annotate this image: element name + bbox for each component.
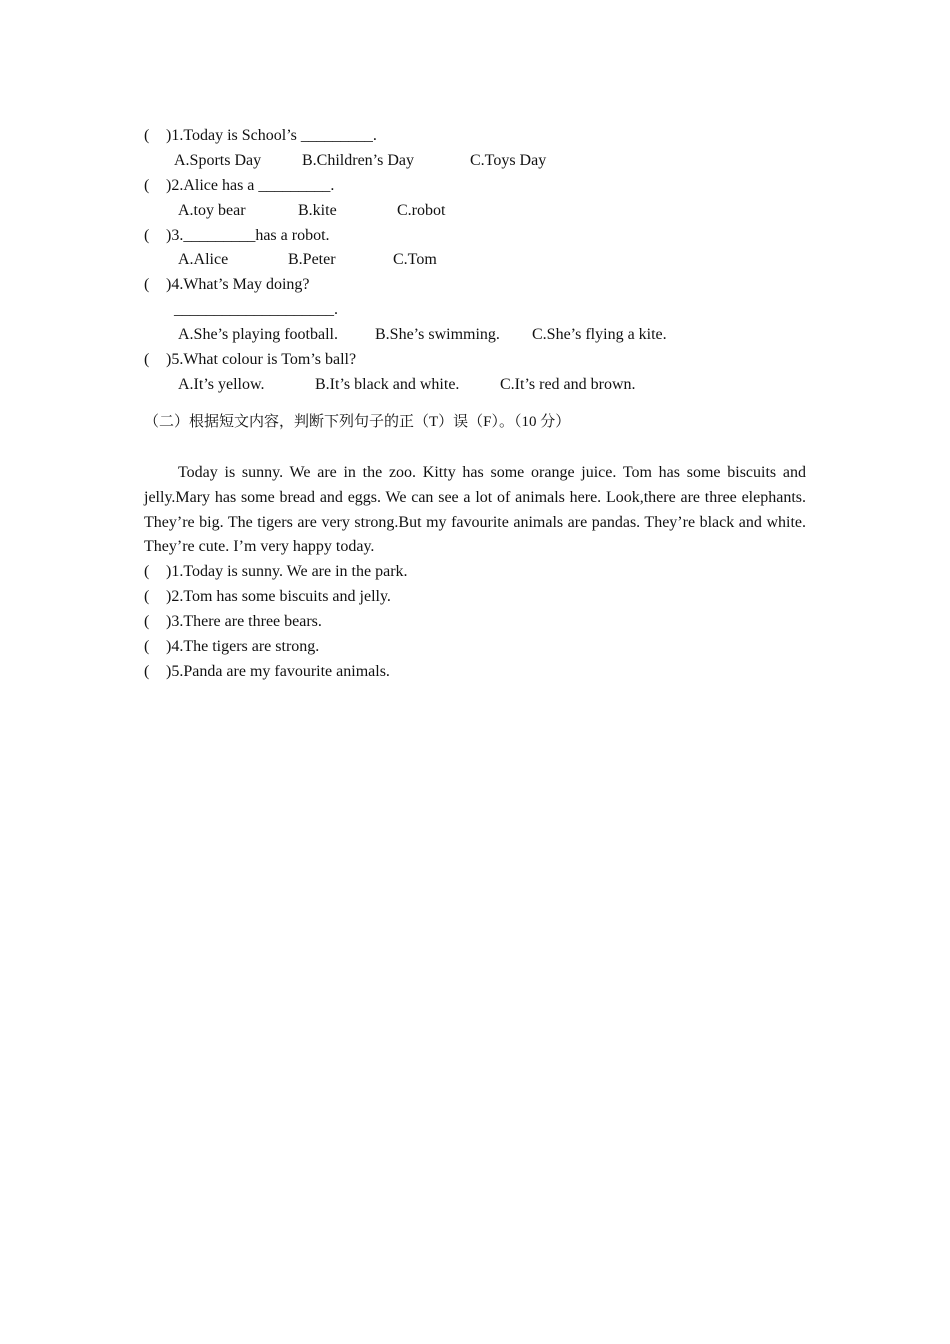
option-b: B.She’s swimming. [375,326,500,344]
tf-statement [144,635,806,660]
option-a: A.She’s playing football. [178,326,338,344]
answer-paren[interactable]: ( [144,127,150,144]
question-text: )3._________has a robot. [166,226,330,244]
answer-paren[interactable]: ( [144,176,150,194]
option-b: B.It’s black and white. [315,375,460,393]
tf-statement [144,610,806,635]
option-c: C.Toys Day [470,151,547,169]
option-b: B.Children’s Day [302,151,414,169]
statement-text: )5.Panda are my favourite animals. [166,662,390,680]
option-c: C.She’s flying a kite. [532,326,667,344]
answer-paren[interactable]: ( [144,613,150,631]
statement-text: )4.The tigers are strong. [166,637,320,655]
answer-paren[interactable]: ( [144,351,150,369]
statement-text: )1.Today is sunny. We are in the park. [166,563,408,581]
option-b: B.Peter [288,251,336,269]
tf-statement [144,585,806,610]
answer-paren[interactable]: ( [144,276,150,294]
statement-text: )2.Tom has some biscuits and jelly. [166,588,391,606]
part1-question-5 [144,348,806,398]
part1-question-4 [144,273,806,348]
option-c: C.robot [397,201,446,219]
section-heading: （二）根据短文内容，判断下列句子的正（T）误（F）。（10 分） [144,413,571,430]
option-a: A.toy bear [178,201,246,219]
option-a: A.Alice [178,251,229,269]
tf-statement [144,660,806,685]
answer-paren[interactable]: ( [144,588,150,606]
answer-paren[interactable]: ( [144,637,150,655]
question-text: )4.What’s May doing? [166,276,310,294]
answer-paren[interactable]: ( [144,563,150,581]
question-text: )2.Alice has a _________. [166,176,335,194]
true-false-list [144,560,806,684]
part1-question-3 [144,224,806,274]
question-text: )5.What colour is Tom’s ball? [166,351,357,369]
option-b: B.kite [298,201,337,219]
reading-passage: Today is sunny. We are in the zoo. Kitty has some orange juice. Tom has some biscuits and jelly.Mary has some bread and eggs. We can see a lot of animals here. Look,there are three elephants. They’re big. The tigers are very strong.But my favourite animals are pandas. They’re black and white. They’re cute. I’m very happy today. [144,463,806,556]
answer-paren[interactable]: ( [144,662,150,680]
option-c: C.Tom [393,251,437,269]
answer-blank[interactable]: ____________________. [174,301,338,319]
part1-question-1 [144,124,806,174]
part1-question-2 [144,174,806,224]
worksheet-page [144,124,806,685]
option-a: A.It’s yellow. [178,375,265,393]
statement-text: )3.There are three bears. [166,613,322,631]
answer-paren[interactable]: ( [144,226,150,244]
option-c: C.It’s red and brown. [500,375,636,393]
question-text: )1.Today is School’s _________. [166,127,377,144]
tf-statement [144,560,806,585]
option-a: A.Sports Day [174,151,262,169]
